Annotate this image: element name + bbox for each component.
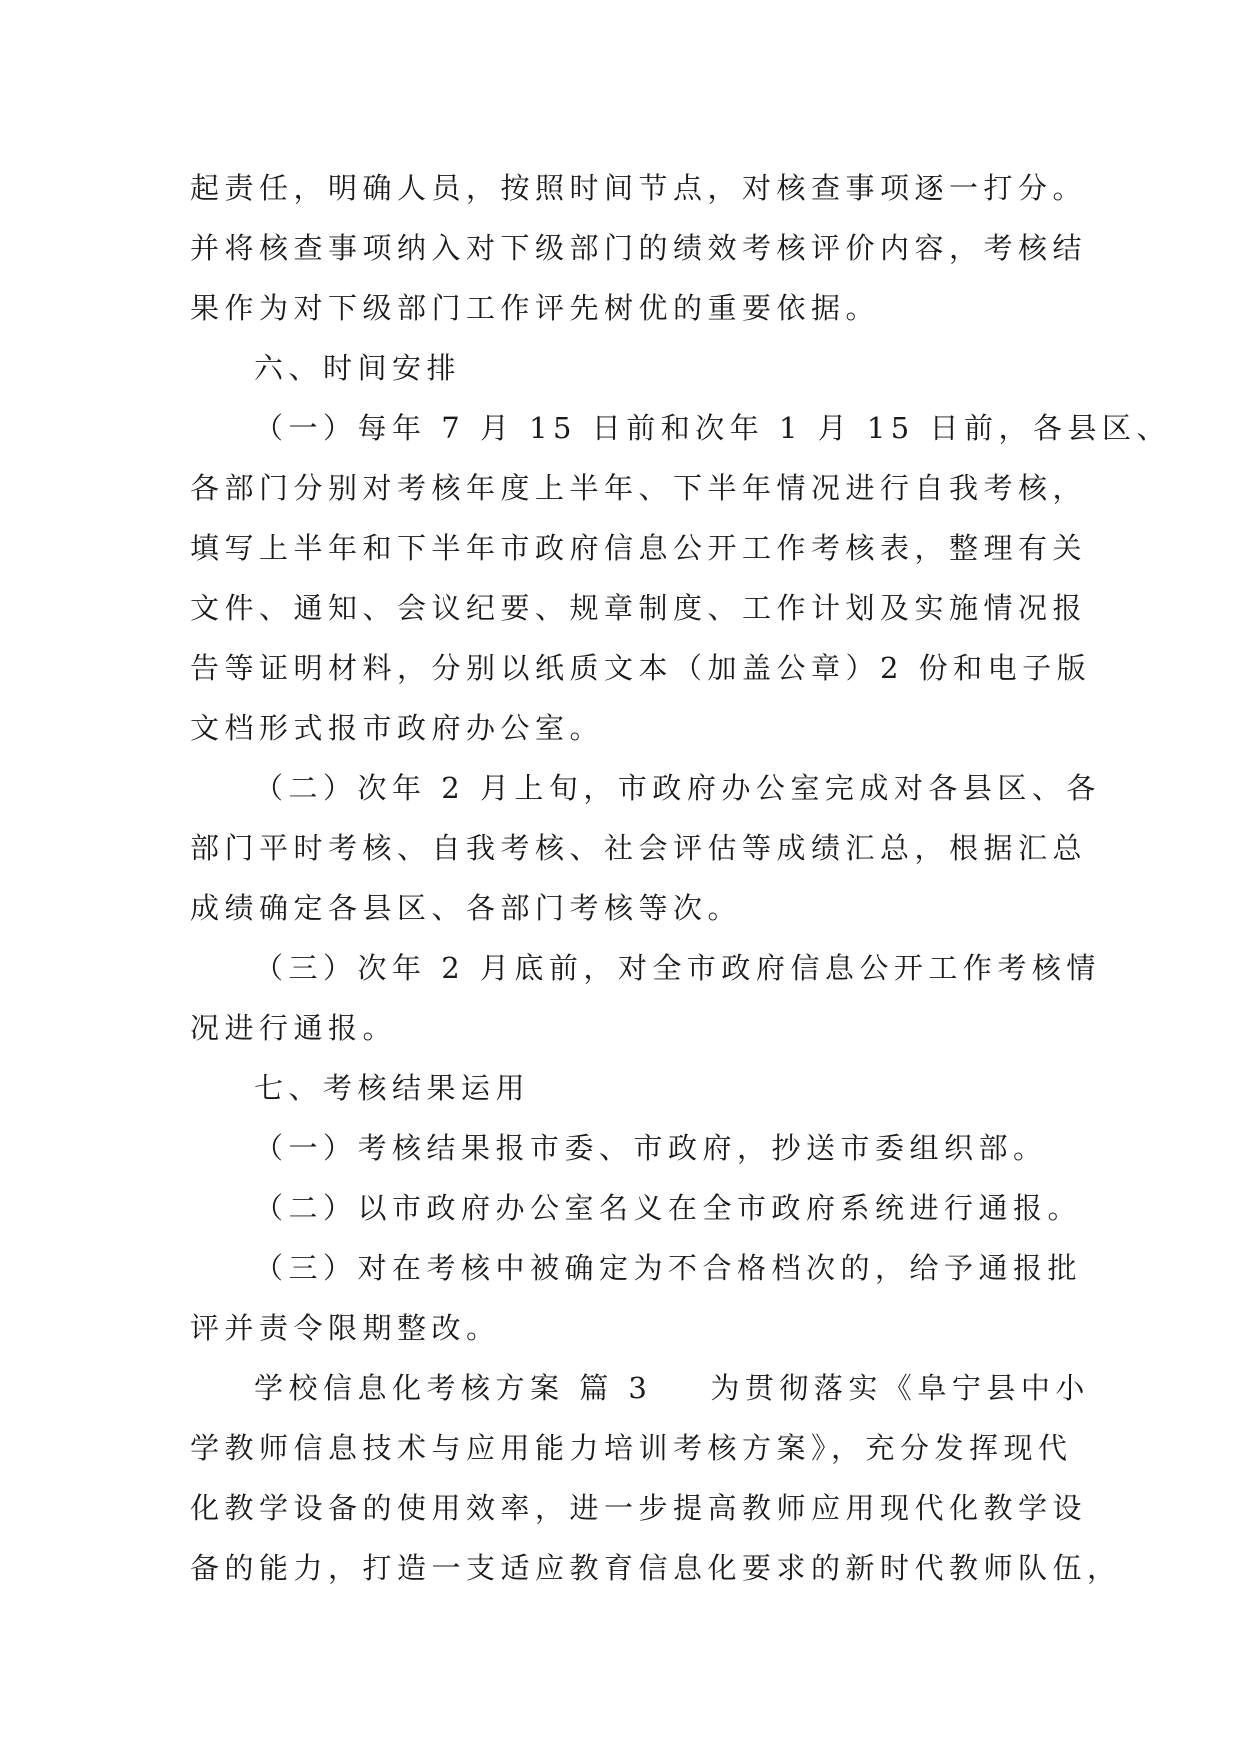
body-line: 文件、通知、会议纪要、规章制度、工作计划及实施情况报 — [190, 591, 1088, 625]
body-line: 果作为对下级部门工作评先树优的重要依据。 — [190, 291, 881, 325]
body-line: 学教师信息技术与应用能力培训考核方案》，充分发挥现代 — [190, 1431, 1073, 1465]
body-line: （二）次年 2 月上旬，市政府办公室完成对各县区、各 — [254, 771, 1101, 805]
body-line: （一）每年 7 月 15 日前和次年 1 月 15 日前，各县区、 — [254, 411, 1171, 445]
body-line: 填写上半年和下半年市政府信息公开工作考核表，整理有关 — [190, 531, 1088, 565]
article-title-line — [190, 1358, 1090, 1418]
body-line: 部门平时考核、自我考核、社会评估等成绩汇总，根据汇总 — [190, 831, 1088, 865]
body-line: 为贯彻落实《阜宁县中小 — [710, 1371, 1090, 1405]
body-line: 起责任，明确人员，按照时间节点，对核查事项逐一打分。 — [190, 171, 1088, 205]
article-title: 学校信息化考核方案 篇 3 — [254, 1371, 653, 1405]
body-line: 化教学设备的使用效率，进一步提高教师应用现代化教学设 — [190, 1491, 1088, 1525]
body-line: 告等证明材料，分别以纸质文本（加盖公章）2 份和电子版 — [190, 651, 1092, 685]
body-line: 并将核查事项纳入对下级部门的绩效考核评价内容，考核结 — [190, 231, 1088, 265]
body-line: 评并责令限期整改。 — [190, 1311, 501, 1345]
body-line: （一）考核结果报市委、市政府，抄送市委组织部。 — [254, 1131, 1048, 1165]
section-heading: 六、时间安排 — [254, 351, 462, 385]
body-line: （三）对在考核中被确定为不合格档次的，给予通报批 — [254, 1251, 1083, 1285]
section-heading: 七、考核结果运用 — [254, 1071, 531, 1105]
document-body — [190, 158, 1171, 1598]
body-line: （三）次年 2 月底前，对全市政府信息公开工作考核情 — [254, 951, 1101, 985]
body-line: 备的能力，打造一支适应教育信息化要求的新时代教师队伍， — [190, 1551, 1122, 1585]
body-line: 况进行通报。 — [190, 1011, 398, 1045]
body-line: 成绩确定各县区、各部门考核等次。 — [190, 891, 743, 925]
body-line: （二）以市政府办公室名义在全市政府系统进行通报。 — [254, 1191, 1083, 1225]
body-line: 文档形式报市政府办公室。 — [190, 711, 605, 745]
body-line: 各部门分别对考核年度上半年、下半年情况进行自我考核， — [190, 471, 1088, 505]
